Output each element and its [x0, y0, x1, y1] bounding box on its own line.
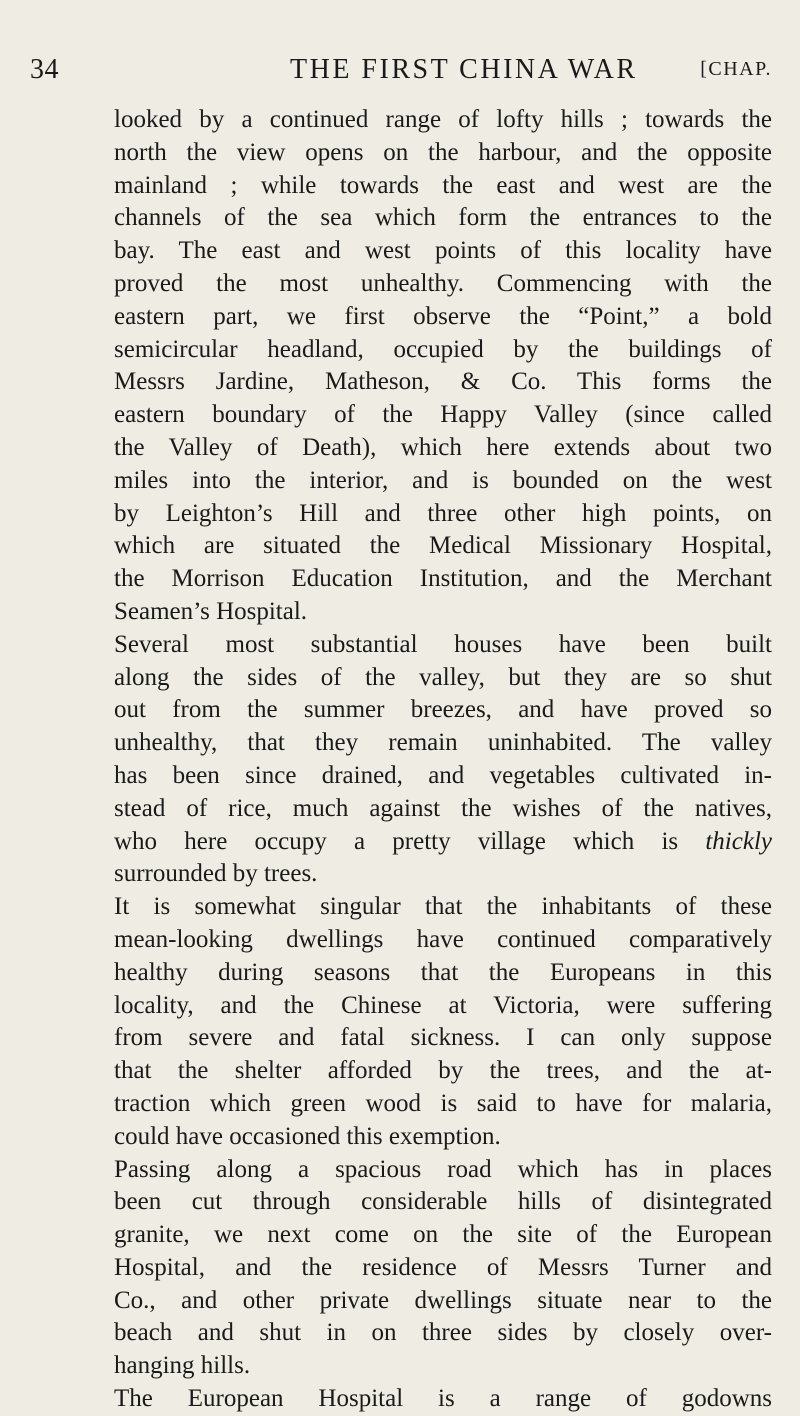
text-line: Messrs Jardine, Matheson, & Co. This forms the [114, 368, 772, 396]
text-line: the Morrison Education Institution, and the Merchant [114, 565, 772, 593]
text-line: Co., and other private dwellings situate near to the [114, 1286, 772, 1314]
paragraph-start-line: It is somewhat singular that the inhabitants of these [114, 893, 772, 921]
paragraph-start-line: Several most substantial houses have been built [114, 630, 772, 658]
text-line: mean-looking dwellings have continued comparatively [114, 925, 772, 953]
paragraph-start-line: Passing along a spacious road which has in places [114, 1155, 772, 1183]
text-line: locality, and the Chinese at Victoria, were suffering [114, 991, 772, 1019]
text-line: by Leighton’s Hill and three other high points, on [114, 499, 772, 527]
text-line: Hospital, and the residence of Messrs Turner and [114, 1253, 772, 1281]
text-line: along the sides of the valley, but they are so shut [114, 663, 772, 691]
italic-word: thickly [705, 827, 772, 855]
text-line: north the view opens on the harbour, and the opposite [114, 138, 772, 166]
chapter-mark: [CHAP. [700, 58, 772, 80]
text-line: healthy during seasons that the Europeans in this [114, 958, 772, 986]
paragraph-end-line: could have occasioned this exemption. [114, 1122, 501, 1150]
running-head [22, 54, 772, 88]
text-line: proved the most unhealthy. Commencing with the [114, 269, 772, 297]
paragraph-end-line: hanging hills. [114, 1352, 251, 1380]
text-line: miles into the interior, and is bounded on the west [114, 466, 772, 494]
text-line: channels of the sea which form the entrances to the [114, 204, 772, 232]
body-text [114, 104, 772, 1416]
text-line: semicircular headland, occupied by the buildings of [114, 335, 772, 363]
paragraph-start-line: The European Hospital is a range of godowns [114, 1385, 772, 1413]
text-line: granite, we next come on the site of the European [114, 1221, 772, 1249]
running-title: THE FIRST CHINA WAR [290, 54, 638, 85]
text-line: looked by a continued range of lofty hills ; towards the [114, 106, 772, 133]
text-line: mainland ; while towards the east and west are the [114, 171, 772, 199]
text-line: unhealthy, that they remain uninhabited. The valley [114, 729, 772, 757]
paragraph-end-line: surrounded by trees. [114, 860, 318, 888]
text-line: traction which green wood is said to have for malaria, [114, 1089, 772, 1117]
text-line: has been since drained, and vegetables cultivated in- [114, 761, 772, 789]
page-number: 34 [30, 54, 59, 85]
text-line-with-italic [114, 826, 772, 859]
text-line: been cut through considerable hills of disintegrated [114, 1188, 772, 1216]
text-line: out from the summer breezes, and have proved so [114, 696, 772, 724]
text-line: that the shelter afforded by the trees, and the at- [114, 1057, 772, 1085]
text-line: from severe and fatal sickness. I can only suppose [114, 1024, 772, 1052]
paragraph-end-line: Seamen’s Hospital. [114, 597, 308, 625]
text-line: the Valley of Death), which here extends about two [114, 433, 772, 461]
text-line: eastern part, we first observe the “Point,” a bold [114, 302, 772, 330]
text-line: bay. The east and west points of this locality have [114, 237, 772, 265]
text-line: eastern boundary of the Happy Valley (since called [114, 401, 772, 429]
text-line: which are situated the Medical Missionary Hospital, [114, 532, 772, 560]
text-segment: who here occupy a pretty village which is [114, 827, 679, 855]
text-line: stead of rice, much against the wishes of the natives, [114, 794, 772, 822]
text-line: beach and shut in on three sides by closely over- [114, 1319, 772, 1347]
